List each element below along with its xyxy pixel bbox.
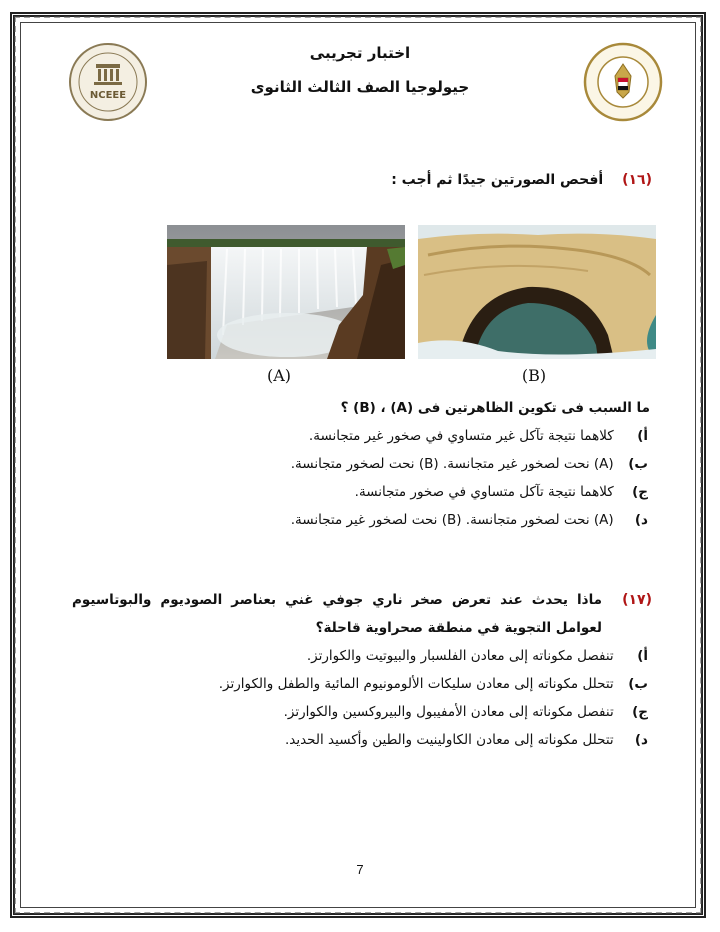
- q16-option-a-letter: أ): [637, 428, 648, 444]
- q17-option-d-letter: د): [634, 732, 648, 748]
- q16-option-a[interactable]: [309, 428, 648, 444]
- q17-question: ماذا يحدث عند تعرض صخر ناري جوفي غني بعناصر الصوديوم والبوتاسيوم لعوامل التجوية في منطقة صحراوية قاحلة؟: [72, 592, 602, 636]
- q17-number-wrap: [608, 592, 652, 608]
- q17-option-a-text: تنفصل مكوناته إلى معادن الفلسبار والبيوتيت والكوارتز.: [306, 648, 614, 664]
- q17-option-c-letter: ج): [632, 704, 648, 720]
- q16-number: (١٦): [622, 172, 652, 188]
- q16-option-d-text: (A) نحت لصخور متجانسة. (B) نحت لصخور غير متجانسة.: [290, 512, 614, 528]
- q16-option-b-text: (A) نحت لصخور غير متجانسة. (B) نحت لصخور متجانسة.: [290, 456, 614, 472]
- q16-instruction: أفحص الصورتين جيدًا ثم أجب :: [391, 172, 604, 188]
- q16-header: [391, 172, 652, 188]
- waterfall-photo: [167, 225, 405, 359]
- q16-option-a-text: كلاهما نتيجة تآكل غير متساوي في صخور غير متجانسة.: [308, 428, 614, 444]
- sea-cave-photo: [418, 225, 656, 359]
- q17-option-b-letter: ب): [628, 676, 648, 692]
- q16-question: ما السبب فى تكوين الظاهرتين فى (A) ، (B) ؟: [340, 400, 650, 416]
- photo-b-caption: (B): [521, 366, 547, 385]
- exam-title: اختبار تجريبى: [309, 44, 411, 62]
- q17-number: (١٧): [622, 592, 652, 608]
- q17-option-d[interactable]: [285, 732, 648, 748]
- q16-option-c-letter: ج): [632, 484, 648, 500]
- q17-option-c-text: تنفصل مكوناته إلى معادن الأمفيبول والبيروكسين والكوارتز.: [283, 704, 614, 720]
- q16-option-d[interactable]: [291, 512, 648, 528]
- photo-a-caption: (A): [266, 366, 292, 385]
- q17-option-b[interactable]: [219, 676, 648, 692]
- q16-option-c[interactable]: [355, 484, 648, 500]
- q17-option-c[interactable]: [284, 704, 648, 720]
- nceee-logo-text: NCEEE: [89, 90, 127, 101]
- q16-option-b[interactable]: [291, 456, 648, 472]
- q17-option-a-letter: أ): [637, 648, 648, 664]
- q16-option-d-letter: د): [634, 512, 648, 528]
- exam-subject: جيولوجيا الصف الثالث الثانوى: [250, 78, 470, 96]
- q16-option-c-text: كلاهما نتيجة تآكل متساوي في صخور متجانسة.: [354, 484, 614, 500]
- q17-option-a[interactable]: [307, 648, 648, 664]
- q17-option-d-text: تتحلل مكوناته إلى معادن الكاولينيت والطين وأكسيد الحديد.: [284, 732, 614, 748]
- page-number: 7: [356, 862, 364, 877]
- q16-option-b-letter: ب): [628, 456, 648, 472]
- q17-option-b-text: تتحلل مكوناته إلى معادن سليكات الألومونيوم المائية والطفل والكوارتز.: [218, 676, 614, 692]
